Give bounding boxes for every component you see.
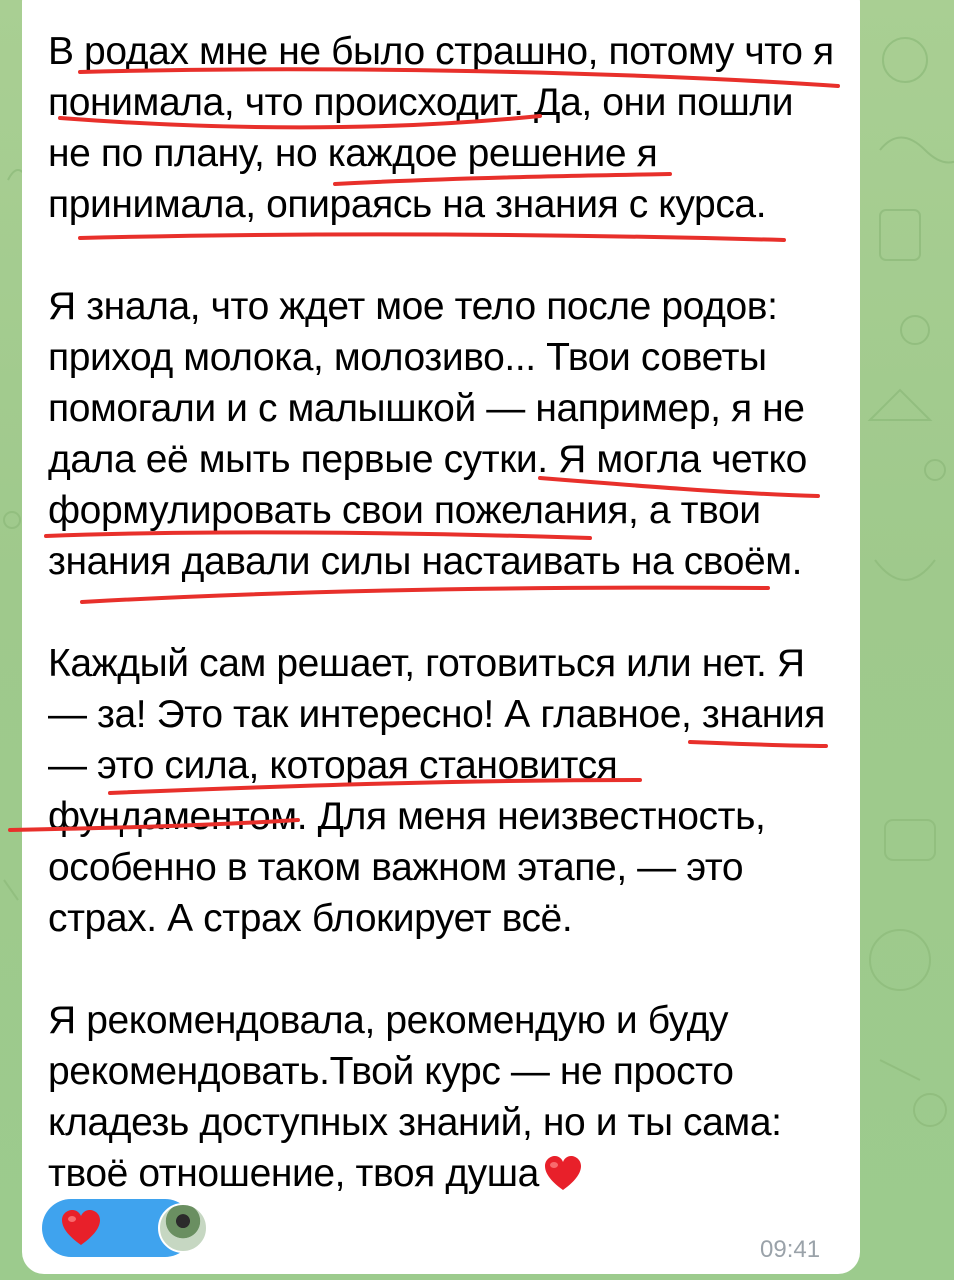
message-time: 09:41 xyxy=(760,1236,821,1263)
message-line: Я знала, что ждет мое тело после родов: xyxy=(48,285,778,328)
message-line: помогали и с малышкой — например, я не xyxy=(48,387,805,430)
message-text xyxy=(48,26,838,1199)
message-line: дала её мыть первые сутки. Я могла четко xyxy=(48,438,807,481)
message-line: Я рекомендовала, рекомендую и буду xyxy=(48,999,729,1042)
message-line: приход молока, молозиво... Твои советы xyxy=(48,336,767,379)
message-line: фундаментом. Для меня неизвестность, xyxy=(48,795,766,838)
message-line: особенно в таком важном этапе, — это xyxy=(48,846,744,889)
message-line: Каждый сам решает, готовиться или нет. Я xyxy=(48,642,805,685)
message-line: В родах мне не было страшно, потому что я xyxy=(48,30,834,73)
message-line: понимала, что происходит. Да, они пошли xyxy=(48,81,794,124)
message-line: твоё отношение, твоя душа xyxy=(48,1152,539,1195)
message-line: — это сила, которая становится xyxy=(48,744,618,787)
message-line-last xyxy=(48,1148,838,1199)
message-line: принимала, опираясь на знания с курса. xyxy=(48,183,767,226)
message-line: кладезь доступных знаний, но и ты сама: xyxy=(48,1101,782,1144)
message-line: рекомендовать.Твой курс — не просто xyxy=(48,1050,734,1093)
reaction-pill[interactable] xyxy=(42,1199,194,1257)
avatar xyxy=(158,1203,208,1253)
message-line: страх. А страх блокирует всё. xyxy=(48,897,573,940)
message-line: формулировать свои пожелания, а твои xyxy=(48,489,761,532)
message-line: не по плану, но каждое решение я xyxy=(48,132,658,175)
message-line: — за! Это так интересно! А главное, знания xyxy=(48,693,826,736)
heart-emoji-icon xyxy=(543,1154,583,1194)
message-line: знания давали силы настаивать на своём. xyxy=(48,540,803,583)
heart-reaction-icon xyxy=(60,1208,102,1248)
